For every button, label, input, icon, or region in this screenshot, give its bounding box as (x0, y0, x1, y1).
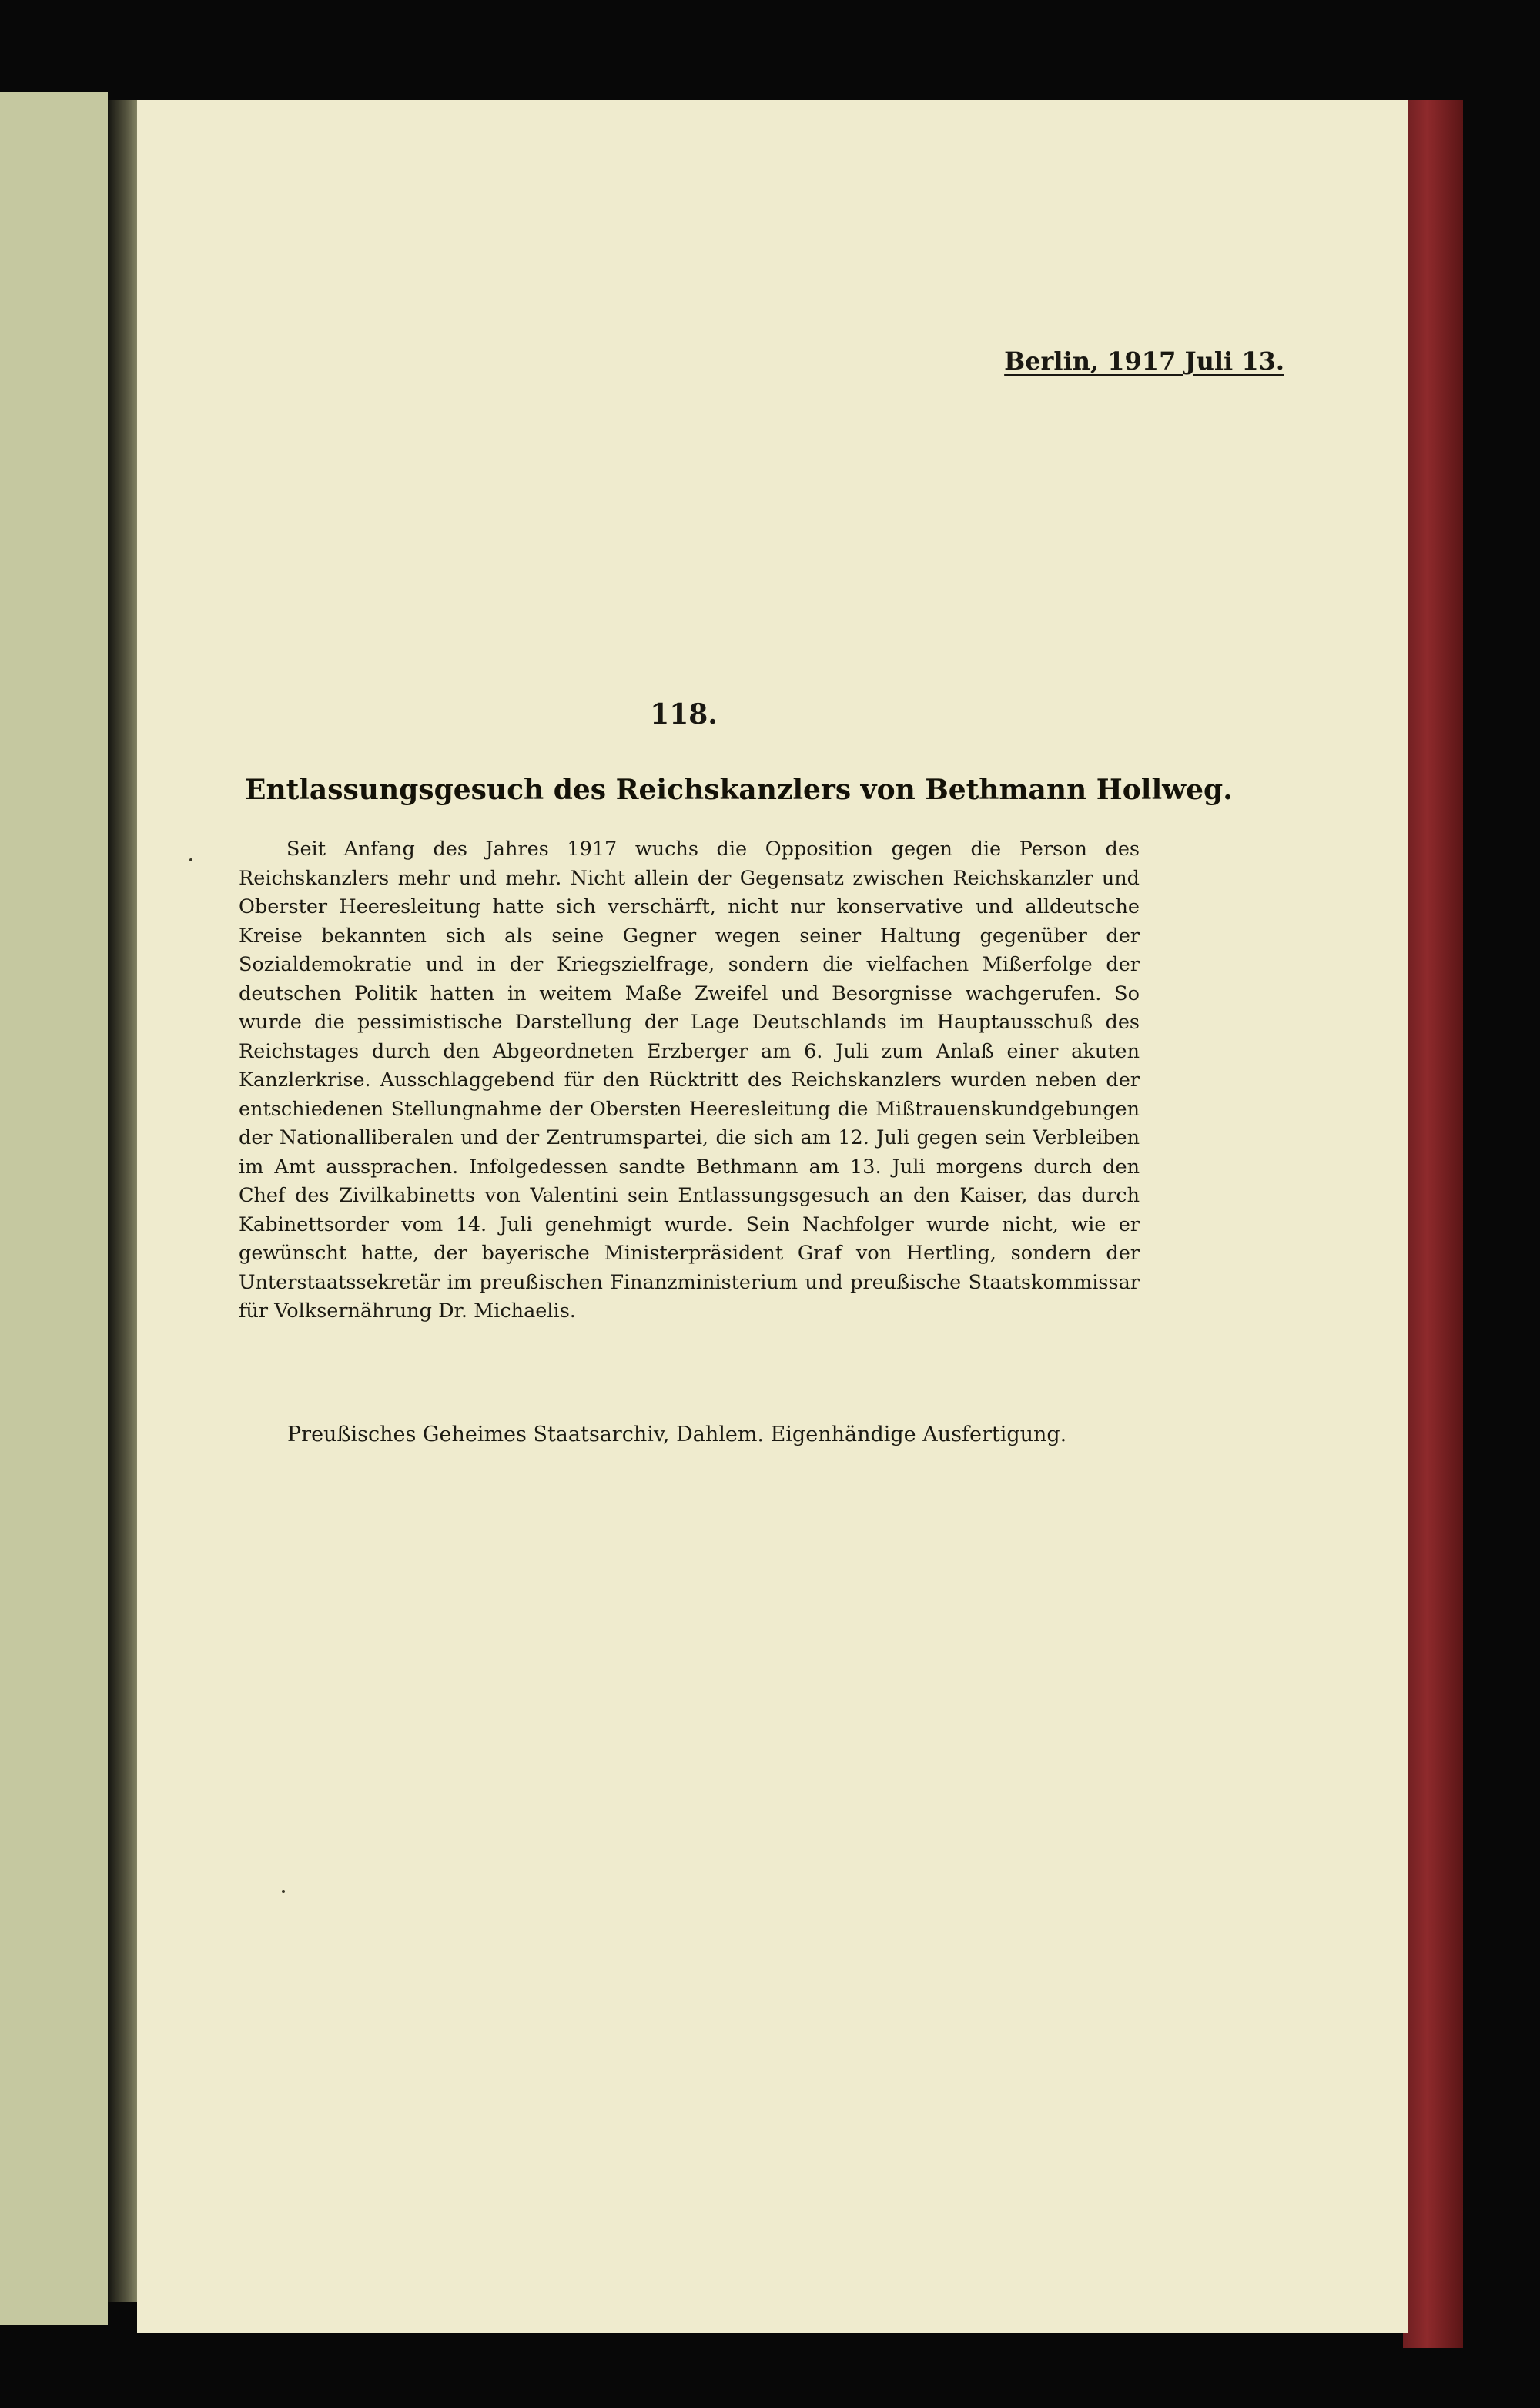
dateline: Berlin, 1917 Juli 13. (1004, 346, 1284, 376)
paper-speck (282, 1890, 285, 1893)
archival-source-note: Preußisches Geheimes Staatsarchiv, Dahlem. Eigenhändige Ausfertigung. (287, 1423, 1067, 1446)
paper-speck (189, 858, 192, 861)
document-page (137, 100, 1408, 2333)
document-title: Entlassungsgesuch des Reichskanzlers von Bethmann Hollweg. (245, 774, 1233, 806)
introduction-paragraph: Seit Anfang des Jahres 1917 wuchs die Opposition gegen die Person des Reichskanzlers mehr und mehr. Nicht allein der Gegensatz zwischen Reichskanzler und Oberster Heeresleitung hatte sich verschärft, nicht nur konservative und alldeutsche Kreise bekannten sich als seine Gegner wegen seiner Haltung gegenüber der Sozialdemokratie und in der Kriegszielfrage, sondern die vielfachen Mißerfolge der deutschen Politik hatten in weitem Maße Zweifel und Besorgnisse wachgerufen. So wurde die pessimistische Darstellung der Lage Deutschlands im Hauptausschuß des Reichstages durch den Abgeordneten Erzberger am 6. Juli zum Anlaß einer akuten Kanzlerkrise. Ausschlaggebend für den Rücktritt des Reichskanzlers wurden neben der entschiedenen Stellungnahme der Obersten Heeresleitung die Mißtrauenskundgebungen der Nationalliberalen und der Zentrumspartei, die sich am 12. Juli gegen sein Verbleiben im Amt aussprachen. Infolgedessen sandte Bethmann am 13. Juli morgens durch den Chef des Zivilkabinetts von Valentini sein Entlassungsgesuch an den Kaiser, das durch Kabinettsorder vom 14. Juli genehmigt wurde. Sein Nachfolger wurde nicht, wie er gewünscht hatte, der bayerische Ministerpräsident Graf von Hertling, sondern der Unterstaatssekretär im preußischen Finanzministerium und preußische Staatskommissar für Volksernährung Dr. Michaelis. (239, 838, 1140, 1323)
book-cover-edge (1403, 100, 1463, 2348)
document-number: 118. (650, 698, 718, 731)
previous-page-edge (0, 92, 108, 2325)
book-gutter (108, 100, 139, 2302)
